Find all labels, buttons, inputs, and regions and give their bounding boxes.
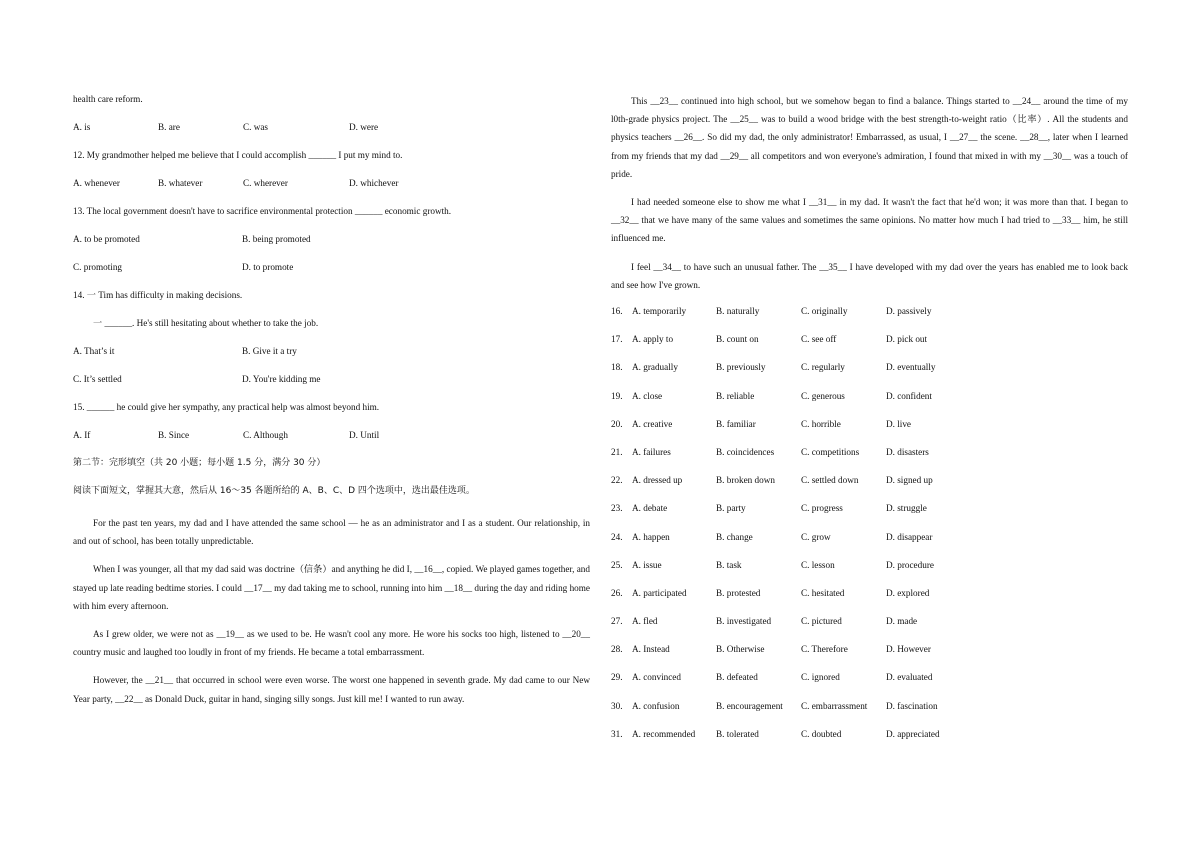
question-row (611, 332, 1128, 346)
option-b: B. previously (716, 362, 766, 373)
passage-paragraph-4: However, the __21__ that occurred in school were even worse. The worst one happened in seventh grade. My dad came to our New Year party, __22__ as Donald Duck, guitar in hand, singing silly songs. Just kill me! I wanted to run away. (73, 675, 590, 704)
option-b: B. task (716, 559, 742, 570)
option-c: C. generous (801, 390, 845, 401)
option-b: B. protested (716, 587, 761, 598)
option-d: D. were (349, 122, 379, 132)
option-d: D. whichever (349, 178, 399, 188)
question-number: 31. (611, 728, 623, 739)
question-number: 27. (611, 616, 623, 627)
option-c: C. It’s settled (73, 374, 122, 384)
question-number: 25. (611, 559, 623, 570)
question-row (611, 530, 1128, 544)
question-number: 30. (611, 700, 623, 711)
question-row (611, 670, 1128, 684)
option-d: D. fascination (886, 700, 938, 711)
option-a: A. That’s it (73, 346, 115, 356)
option-c: C. lesson (801, 559, 835, 570)
option-c: C. competitions (801, 446, 860, 457)
option-d: D. passively (886, 306, 932, 317)
option-c: C. doubted (801, 728, 842, 739)
option-b: B. naturally (716, 306, 760, 317)
option-a: A. creative (632, 418, 673, 429)
option-d: D. signed up (886, 475, 933, 486)
q14-stem-line2: 一 ______. He's still hesitating about whether to take the job. (93, 318, 319, 328)
option-b: B. defeated (716, 672, 758, 683)
option-a: A. recommended (632, 728, 696, 739)
q15-stem: 15. ______ he could give her sympathy, any practical help was almost beyond him. (73, 402, 380, 412)
question-row (611, 642, 1128, 656)
option-b: B. change (716, 531, 753, 542)
option-b: B. Give it a try (242, 346, 297, 356)
section-title: 第二节：完形填空（共 20 小题；每小题 1.5 分，满分 30 分） (73, 458, 326, 468)
q14-options-row2 (73, 372, 590, 386)
option-a: A. If (73, 430, 91, 440)
option-b: B. whatever (158, 178, 203, 188)
passage-paragraph-3: As I grew older, we were not as __19__ as we used to be. He wasn't cool any more. He wore his socks too high, listened to __20__ country music and laughed too loudly in front of my friends. He became a total embarrassment. (73, 629, 590, 658)
option-d: D. to promote (242, 262, 294, 272)
option-c: C. grow (801, 531, 831, 542)
option-c: C. hesitated (801, 587, 845, 598)
q15-options (73, 428, 590, 442)
option-c: C. was (243, 122, 269, 132)
option-b: B. are (158, 122, 180, 132)
question-row (611, 614, 1128, 628)
option-b: B. investigated (716, 616, 772, 627)
question-row (611, 389, 1128, 403)
question-row (611, 304, 1128, 318)
q12-stem: 12. My grandmother helped me believe that I could accomplish ______ I put my mind to. (73, 150, 403, 160)
question-number: 26. (611, 587, 623, 598)
option-c: C. embarrassment (801, 700, 868, 711)
option-d: D. disasters (886, 446, 929, 457)
option-b: B. being promoted (242, 234, 311, 244)
question-row (611, 727, 1128, 741)
option-b: B. reliable (716, 390, 755, 401)
question-row (611, 699, 1128, 713)
q13-options-row1 (73, 232, 590, 246)
q14-options-row1 (73, 344, 590, 358)
option-d: D. disappear (886, 531, 933, 542)
option-c: C. see off (801, 334, 837, 345)
passage-paragraph-6: I had needed someone else to show me what I __31__ in my dad. It wasn't the fact that he'd won; it was more than that. I began to __32__ that we have many of the same values and sometimes the same opinions. No matter how much I had tried to __33__ him, he still influenced me. (611, 197, 1128, 244)
option-a: A. whenever (73, 178, 120, 188)
question-number: 28. (611, 644, 623, 655)
option-c: C. progress (801, 503, 843, 514)
option-a: A. Instead (632, 644, 670, 655)
option-a: A. gradually (632, 362, 678, 373)
option-b: B. broken down (716, 475, 775, 486)
question-number: 19. (611, 390, 623, 401)
option-d: D. However (886, 644, 931, 655)
option-b: B. tolerated (716, 728, 759, 739)
question-number: 20. (611, 418, 623, 429)
option-d: D. eventually (886, 362, 936, 373)
option-b: B. Since (158, 430, 190, 440)
option-b: B. count on (716, 334, 759, 345)
option-d: D. made (886, 616, 918, 627)
question-row (611, 417, 1128, 431)
option-d: D. You're kidding me (242, 374, 321, 384)
q14-stem-line1: 14. 一 Tim has difficulty in making decisions. (73, 290, 243, 300)
option-b: B. Otherwise (716, 644, 765, 655)
q11-tail: health care reform. (73, 94, 143, 104)
cloze-options-list (611, 304, 1128, 741)
question-row (611, 558, 1128, 572)
question-number: 16. (611, 306, 623, 317)
passage-paragraph-1: For the past ten years, my dad and I have attended the same school — he as an administrator and I as a student. Our relationship, in and out of school, has been totally unpredictable. (73, 518, 590, 547)
option-a: A. fled (632, 616, 658, 627)
option-a: A. participated (632, 587, 687, 598)
option-a: A. confusion (632, 700, 680, 711)
option-d: D. live (886, 418, 912, 429)
option-d: D. appreciated (886, 728, 940, 739)
passage-paragraph-7: I feel __34__ to have such an unusual father. The __35__ I have developed with my dad over the years has enabled me to look back and see how I've grown. (611, 261, 1128, 290)
option-d: D. struggle (886, 503, 927, 514)
option-a: A. close (632, 390, 663, 401)
question-number: 22. (611, 475, 623, 486)
option-d: D. Until (349, 430, 380, 440)
option-c: C. Although (243, 430, 288, 440)
option-d: D. explored (886, 587, 930, 598)
left-column (73, 92, 590, 718)
option-a: A. failures (632, 446, 671, 457)
q13-options-row2 (73, 260, 590, 274)
question-number: 24. (611, 531, 623, 542)
option-a: A. is (73, 122, 91, 132)
option-d: D. procedure (886, 559, 934, 570)
q13-stem: 13. The local government doesn't have to sacrifice environmental protection ______ economic growth. (73, 206, 452, 216)
option-a: A. to be promoted (73, 234, 140, 244)
option-a: A. debate (632, 503, 668, 514)
option-b: B. familiar (716, 418, 756, 429)
section-instructions: 阅读下面短文，掌握其大意，然后从 16～35 各题所给的 A、B、C、D 四个选项中，选出最佳选项。 (73, 486, 475, 496)
option-c: C. pictured (801, 616, 842, 627)
option-a: A. temporarily (632, 306, 687, 317)
option-c: C. settled down (801, 475, 859, 486)
option-a: A. happen (632, 531, 670, 542)
option-c: C. originally (801, 306, 848, 317)
option-b: B. coincidences (716, 446, 775, 457)
question-row (611, 501, 1128, 515)
q12-options (73, 176, 590, 190)
option-a: A. dressed up (632, 475, 683, 486)
right-column (611, 92, 1128, 755)
option-c: C. regularly (801, 362, 845, 373)
question-row (611, 586, 1128, 600)
question-row (611, 473, 1128, 487)
question-row (611, 445, 1128, 459)
option-d: D. confident (886, 390, 932, 401)
option-a: A. issue (632, 559, 662, 570)
option-d: D. evaluated (886, 672, 933, 683)
option-b: B. encouragement (716, 700, 783, 711)
option-a: A. convinced (632, 672, 681, 683)
option-c: C. wherever (243, 178, 288, 188)
question-row (611, 360, 1128, 374)
option-c: C. ignored (801, 672, 840, 683)
question-number: 29. (611, 672, 623, 683)
q11-options (73, 120, 590, 134)
question-number: 23. (611, 503, 623, 514)
option-c: C. horrible (801, 418, 841, 429)
option-a: A. apply to (632, 334, 674, 345)
option-d: D. pick out (886, 334, 928, 345)
option-c: C. Therefore (801, 644, 848, 655)
option-c: C. promoting (73, 262, 123, 272)
passage-paragraph-5: This __23__ continued into high school, but we somehow began to find a balance. Things started to __24__ around the time of my l0th-grade physics project. The __25__ was to build a wood bridge with the best strength-to-weight ratio（比率）. All the students and physics teachers __26__. So did my dad, the only administrator! Embarrassed, as usual, I __27__ the scene. __28__, later when I learned from my friends that my dad __29__ all competitors and won everyone's admiration, I found that mixed in with my __30__ was a touch of pride. (611, 96, 1128, 179)
question-number: 21. (611, 446, 623, 457)
question-number: 17. (611, 334, 623, 345)
passage-paragraph-2: When I was younger, all that my dad said was doctrine（信条）and anything he did I, __16__, copied. We played games together, and stayed up late reading bedtime stories. I could __17__ my dad taking me to school, running into him __18__ during the day and riding home with him every afternoon. (73, 564, 590, 611)
question-number: 18. (611, 362, 623, 373)
option-b: B. party (716, 503, 746, 514)
